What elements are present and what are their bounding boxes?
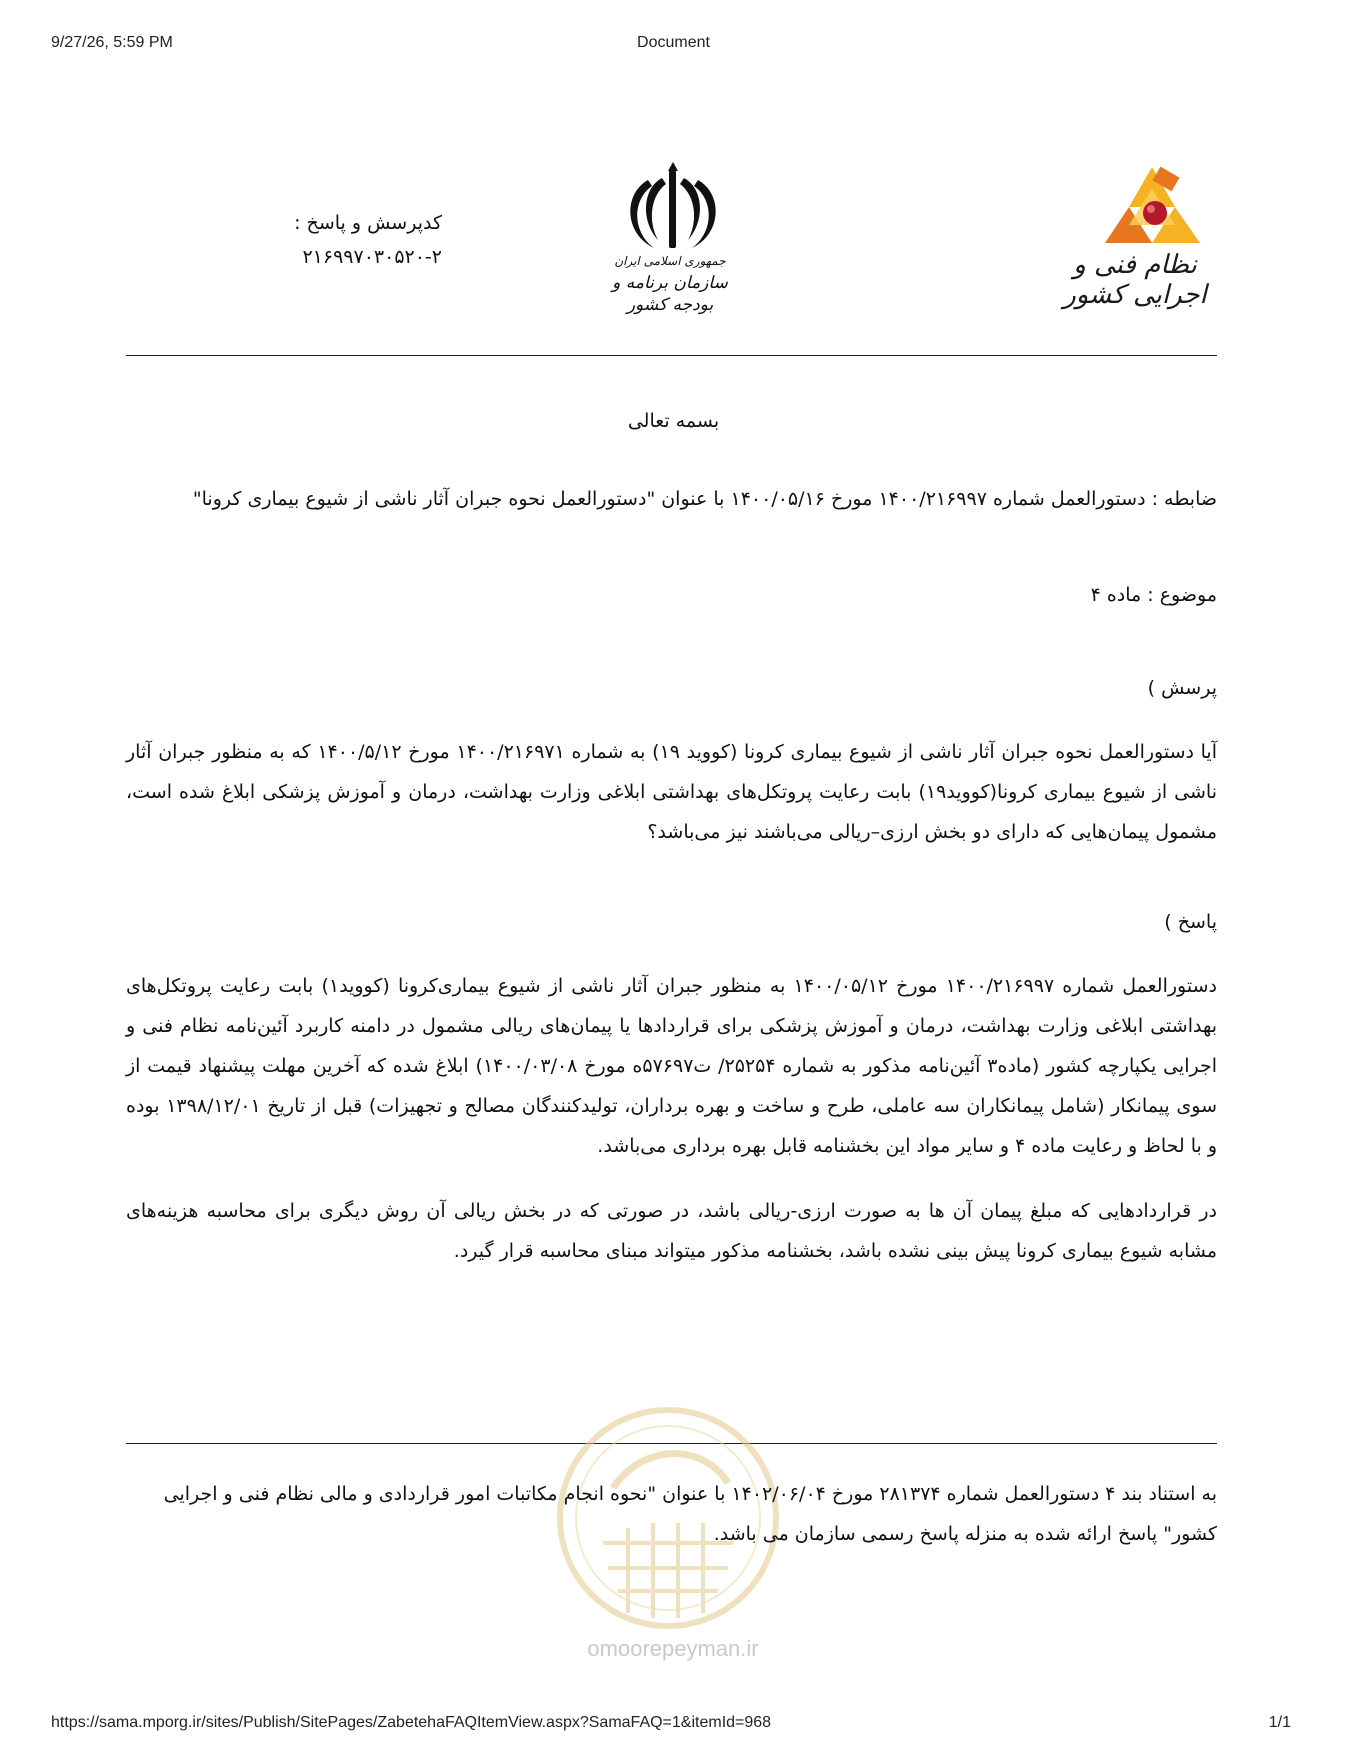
technical-system-logo-icon	[1095, 165, 1210, 245]
qa-code-value: ۲۱۶۹۹۷۰۳۰۵۲۰-۲	[302, 246, 442, 268]
emblem-caption-line2: سازمان برنامه و بودجه کشور	[612, 273, 728, 315]
print-header	[0, 34, 1347, 58]
print-page-number: 1/1	[1268, 1714, 1291, 1731]
qa-code-label: کدپرسش و پاسخ :	[294, 212, 442, 234]
header-divider	[126, 355, 1217, 356]
answer-text-paragraph-2: در قراردادهایی که مبلغ پیمان آن ها به صورت ارزی-ریالی باشد، در صورتی که در بخش ریالی آن روش دیگری برای محاسبه هزینه‌های مشابه شیوع بیماری کرونا پیش بینی نشده باشد، بخشنامه مذکور میتواند مبنای محاسبه قرار گیرد.	[126, 1200, 1217, 1262]
question-heading: پرسش )	[1147, 677, 1217, 699]
print-footer	[0, 1714, 1347, 1738]
emblem-caption	[600, 250, 740, 316]
print-document-title: Document	[637, 34, 710, 51]
basmala: بسمه تعالی	[627, 410, 720, 432]
subject-line: موضوع : ماده ۴	[1090, 584, 1217, 606]
question-text: آیا دستورالعمل نحوه جبران آثار ناشی از شیوع بیماری کرونا (کووید ۱۹) به شماره ۱۴۰۰/۲۱۶۹۷۱ مورخ ۱۴۰۰/۵/۱۲ که به منظور جبران آثار ناشی از شیوع بیماری کرونا(کووید۱۹) بابت رعایت پروتکل‌های بهداشتی ابلاغی وزارت بهداشت، درمان و آموزش پزشکی ابلاغ شده است، مشمول پیمان‌هایی که دارای دو بخش ارزی–ریالی می‌باشند نیز می‌باشد؟	[126, 741, 1217, 843]
regulation-line: ضابطه : دستورالعمل شماره ۱۴۰۰/۲۱۶۹۹۷ مورخ ۱۴۰۰/۰۵/۱۶ با عنوان "دستورالعمل نحوه جبران آثار ناشی از شیوع بیماری کرونا"	[192, 488, 1217, 510]
print-date: 9/27/26, 5:59 PM	[51, 34, 173, 51]
qa-code-block	[262, 206, 442, 274]
technical-system-logo-text: نظام فنی و اجرایی کشور	[1063, 250, 1207, 310]
footer-note: به استناد بند ۴ دستورالعمل شماره ۲۸۱۳۷۴ مورخ ۱۴۰۲/۰۶/۰۴ با عنوان "نحوه انجام مکاتبات امور قراردادی و مالی نظام فنی و اجرایی کشور" پاسخ ارائه شده به منزله پاسخ رسمی سازمان می باشد.	[163, 1483, 1217, 1545]
emblem-caption-line1: جمهوری اسلامی ایران	[614, 254, 726, 268]
watermark-site: omoorepeyman.ir	[587, 1636, 759, 1661]
answer-text-paragraph-1: دستورالعمل شماره ۱۴۰۰/۲۱۶۹۹۷ مورخ ۱۴۰۰/۰۵/۱۲ به منظور جبران آثار ناشی از شیوع بیماری‌کرونا (کووید۱) بابت رعایت پروتکل‌های بهداشتی ابلاغی وزارت بهداشت، درمان و آموزش پزشکی برای قراردادها یا پیمان‌های ریالی مشمول در دامنه کاربرد آئین‌نامه نظام فنی و اجرایی یکپارچه کشور (ماده۳ آئین‌نامه مذکور به شماره ۲۵۲۵۴/ ت۵۷۶۹۷ه مورخ ۱۴۰۰/۰۳/۰۸) ابلاغ شده که آخرین مهلت پیشنهاد قیمت از سوی پیمانکار (شامل پیمانکاران سه عاملی، طرح و ساخت و بهره برداران، تولیدکنندگان مصالح و تجهیزات) قبل از تاریخ ۱۳۹۸/۱۲/۰۱ بوده و با لحاظ و رعایت ماده ۴ و سایر مواد این بخشنامه قابل بهره برداری می‌باشد.	[126, 975, 1217, 1157]
print-url: https://sama.mporg.ir/sites/Publish/SitePages/ZabetehaFAQItemView.aspx?SamaFAQ=1&itemId=968	[51, 1714, 772, 1731]
answer-heading: پاسخ )	[1164, 911, 1217, 933]
